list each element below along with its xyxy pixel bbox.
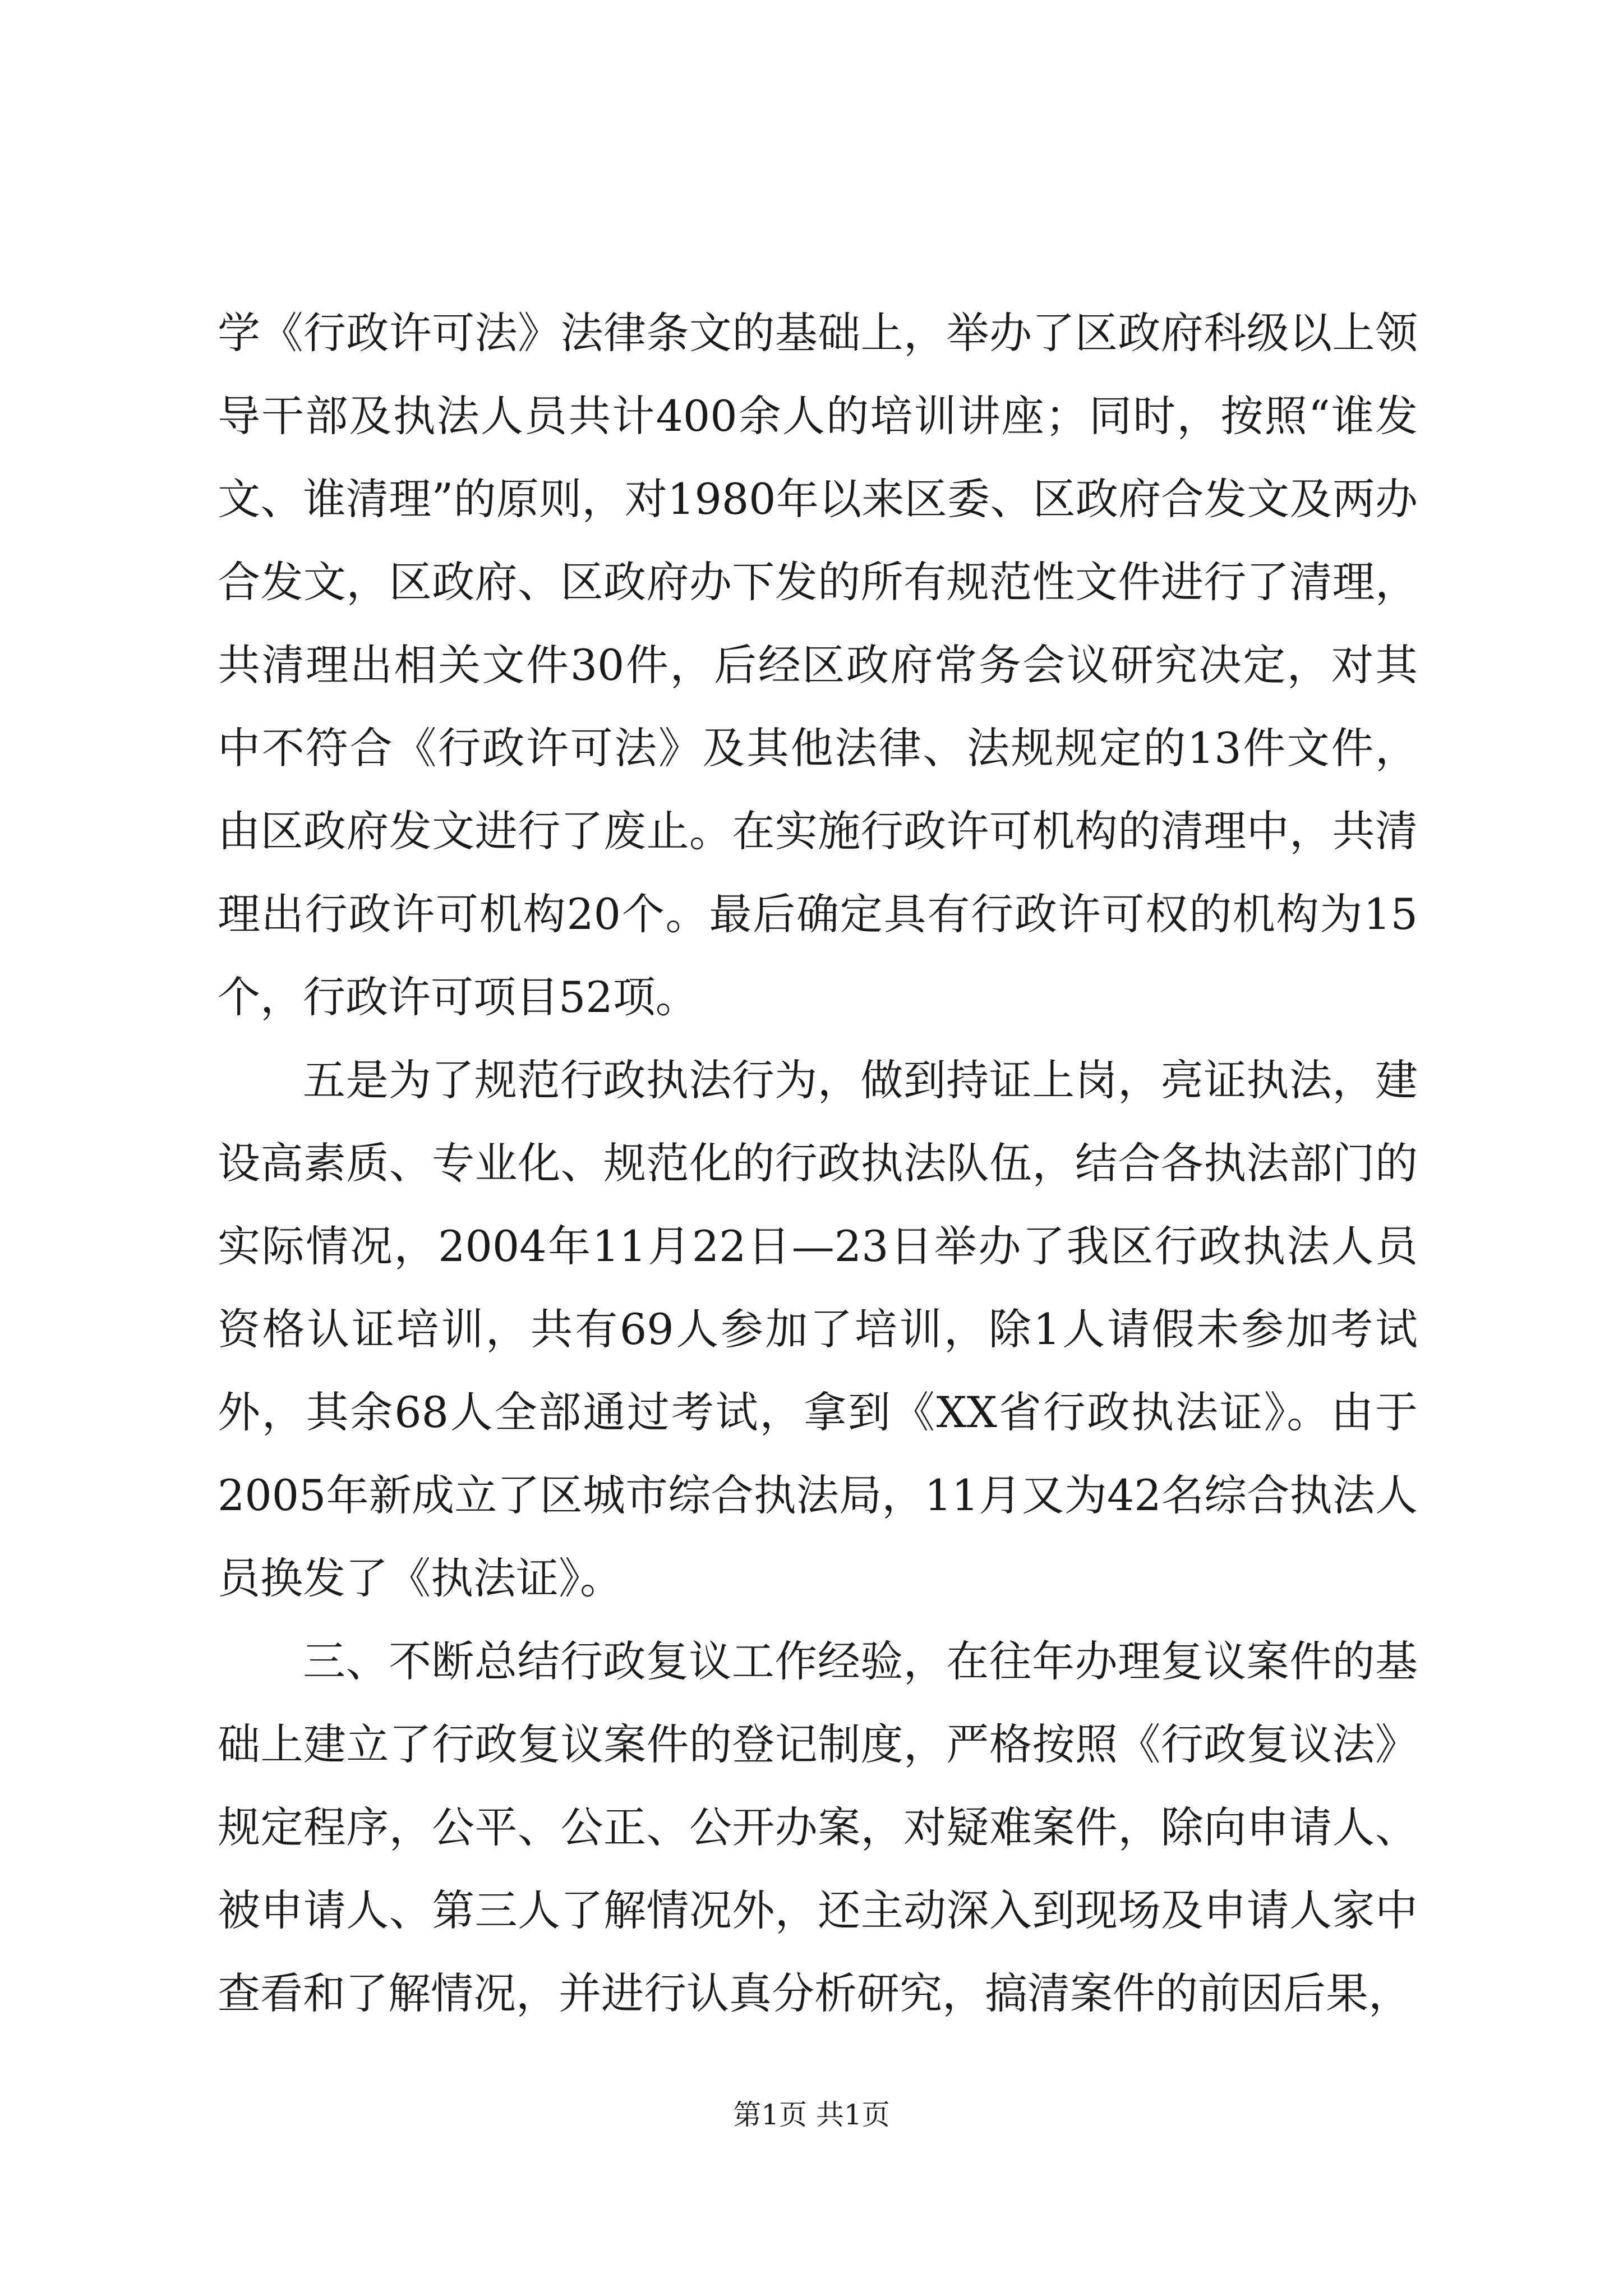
document-body [218,292,1418,2035]
paragraph-3: 三、不断总结行政复议工作经验，在往年办理复议案件的基础上建立了行政复议案件的登记制度，严格按照《行政复议法》规定程序，公平、公正、公开办案，对疑难案件，除向申请人、被申请人、第三人了解情况外，还主动深入到现场及申请人家中查看和了解情况，并进行认真分析研究，搞清案件的前因后果， [218,1636,1418,2018]
paragraph-1: 学《行政许可法》法律条文的基础上，举办了区政府科级以上领导干部及执法人员共计400余人的培训讲座；同时，按照“谁发文、谁清理”的原则，对1980年以来区委、区政府合发文及两办合发文，区政府、区政府办下发的所有规范性文件进行了清理，共清理出相关文件30件，后经区政府常务会议研究决定，对其中不符合《行政许可法》及其他法律、法规规定的13件文件，由区政府发文进行了废止。在实施行政许可机构的清理中，共清理出行政许可机构20个。最后确定具有行政许可权的机构为15个，行政许可项目52项。 [218,308,1418,1022]
page-footer: 第1页 共1页 [733,2099,890,2131]
paragraph-2: 五是为了规范行政执法行为，做到持证上岗，亮证执法，建设高素质、专业化、规范化的行政执法队伍，结合各执法部门的实际情况，2004年11月22日—23日举办了我区行政执法人员资格认证培训，共有69人参加了培训，除1人请假未参加考试外，其余68人全部通过考试，拿到《XX省行政执法证》。由于2005年新成立了区城市综合执法局，11月又为42名综合执法人员换发了《执法证》。 [218,1055,1418,1603]
